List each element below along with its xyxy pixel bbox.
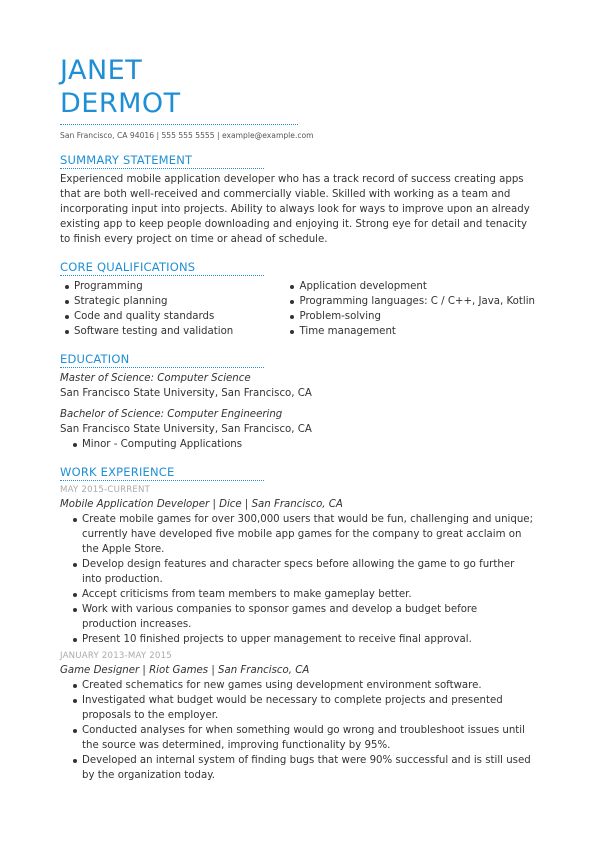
job-entry — [60, 650, 535, 783]
job-entry — [60, 484, 535, 647]
qualifications-heading: CORE QUALIFICATIONS — [60, 260, 196, 274]
experience-section — [60, 465, 535, 783]
summary-text: Experienced mobile application developer who has a track record of success creating apps that are both well-received and commercially viable. Skilled with working as a team and incorporating input into projects. Ability to always look for ways to improve upon an already existing app to keep people downloading and enjoying it. Strong eye for detail and tenacity to finish every project on time or ahead of schedule. — [60, 174, 530, 245]
list-item: Create mobile games for over 300,000 users that would be fun, challenging and unique; currently have developed five mobile app games for the company to great acclaim on the Apple Store. — [82, 514, 534, 555]
qualifications-list-right — [299, 279, 535, 339]
experience-divider — [60, 480, 264, 481]
qualifications-divider — [60, 275, 264, 276]
job-dates: MAY 2015-CURRENT — [60, 485, 151, 495]
education-heading: EDUCATION — [60, 352, 130, 366]
education-section — [60, 352, 535, 452]
summary-section — [60, 153, 535, 247]
summary-heading: SUMMARY STATEMENT — [60, 153, 193, 167]
list-item: Code and quality standards — [74, 309, 299, 324]
list-item: Strategic planning — [74, 294, 299, 309]
education-entry — [60, 407, 535, 452]
list-item: Application development — [299, 279, 535, 294]
job-role: Mobile Application Developer | Dice | San Francisco, CA — [60, 499, 343, 510]
job-dates: JANUARY 2013-MAY 2015 — [60, 651, 172, 661]
list-item: Developed an internal system of finding bugs that were 90% successful and is still used by the organization today. — [82, 753, 535, 783]
degree-title: Master of Science: Computer Science — [60, 373, 251, 384]
list-item: Present 10 finished projects to upper management to receive final approval. — [82, 632, 535, 647]
list-item: Created schematics for new games using development environment software. — [82, 678, 535, 693]
list-item: Investigated what budget would be necessary to complete projects and presented proposals to the employer. — [82, 693, 535, 723]
list-item: Time management — [299, 324, 535, 339]
qualifications-list-left — [60, 279, 299, 339]
candidate-name — [60, 54, 535, 120]
list-item: Programming languages: C / C++, Java, Kotlin — [299, 296, 535, 307]
job-role: Game Designer | Riot Games | San Francisco, CA — [60, 665, 310, 676]
education-entry — [60, 371, 535, 401]
school-name: San Francisco State University, San Francisco, CA — [60, 424, 312, 435]
list-item: Software testing and validation — [74, 324, 299, 339]
summary-divider — [60, 168, 264, 169]
list-item: Conducted analyses for when something would go wrong and troubleshoot issues until the source was determined, improving functionality by 95%. — [82, 723, 535, 753]
list-item: Work with various companies to sponsor games and develop a budget before production increases. — [82, 602, 535, 632]
list-item: Accept criticisms from team members to make gameplay better. — [82, 587, 535, 602]
name-divider — [60, 124, 298, 125]
last-name: DERMOT — [60, 88, 181, 119]
education-divider — [60, 367, 264, 368]
experience-heading: WORK EXPERIENCE — [60, 465, 175, 479]
list-item: Develop design features and character specs before allowing the game to go further into production. — [82, 557, 535, 587]
list-item: Problem-solving — [299, 309, 535, 324]
first-name: JANET — [60, 55, 143, 86]
list-item: Programming — [74, 279, 299, 294]
qualifications-section — [60, 260, 535, 339]
contact-info: San Francisco, CA 94016 | 555 555 5555 | example@example.com — [60, 131, 314, 140]
list-item: Minor - Computing Applications — [82, 437, 535, 452]
school-name: San Francisco State University, San Francisco, CA — [60, 388, 312, 399]
degree-title: Bachelor of Science: Computer Engineering — [60, 409, 283, 420]
